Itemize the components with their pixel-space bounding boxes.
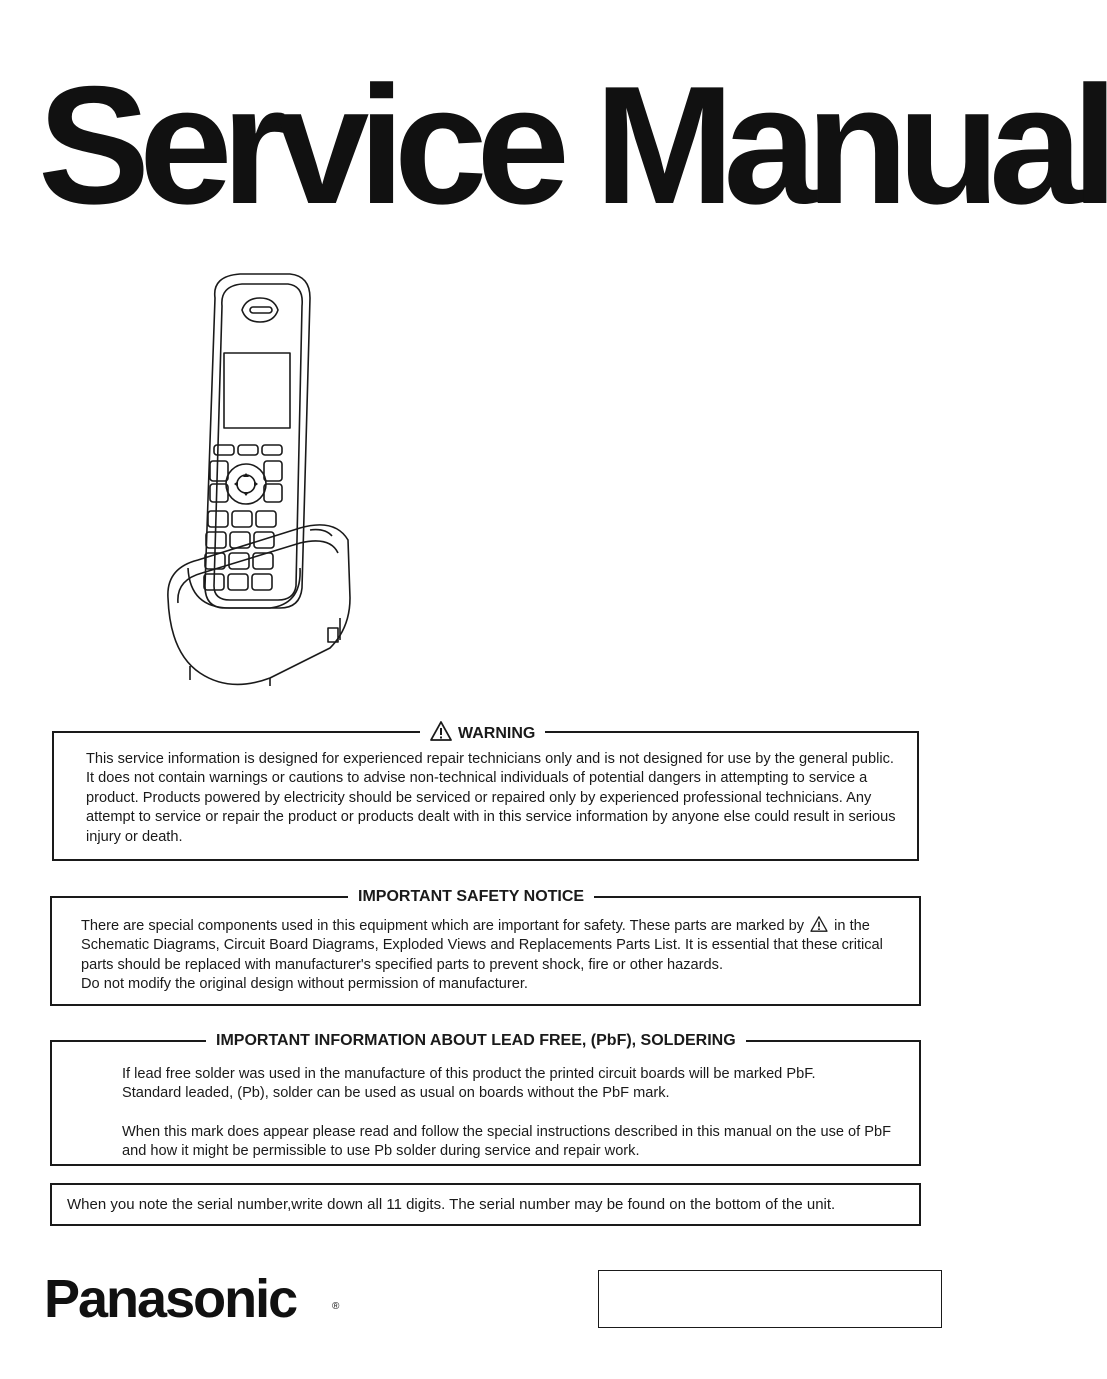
serial-note-text: When you note the serial number,write down all 11 digits. The serial number may be found on the bottom of the unit. xyxy=(67,1196,836,1213)
page-title: Service Manual xyxy=(38,51,1107,239)
lead-free-line-2: Standard leaded, (Pb), solder can be used as usual on boards without the PbF mark. xyxy=(122,1085,670,1102)
warning-paragraph: This service information is designed for experienced repair technicians only and is not designed for use by the general public. It does not contain warnings or cautions to advise non-technical individuals of potential dangers in attempting to service a product. Products powered by electricity should be serviced or repaired only by experienced professional technicians. Any attempt to service or repair the product or products dealt with in this service information by anyone else could result in serious injury or death. xyxy=(86,751,896,845)
warning-heading-label: WARNING xyxy=(458,725,536,742)
safety-mark-icon xyxy=(810,916,828,932)
safety-notice-last-line: Do not modify the original design without permission of manufacturer. xyxy=(81,976,528,993)
lead-free-line-1: If lead free solder was used in the manufacture of this product the printed circuit boards will be marked PbF. xyxy=(122,1066,816,1082)
lead-free-text xyxy=(122,1065,902,1162)
safety-notice-text xyxy=(81,916,901,995)
warning-text xyxy=(86,750,906,847)
cordless-phone-illustration xyxy=(150,268,370,693)
warning-heading xyxy=(420,721,545,744)
brand-name: Panasonic xyxy=(44,1269,297,1329)
safety-notice-text-a: There are special components used in this equipment which are important for safety. These parts are marked by xyxy=(81,918,805,934)
warning-triangle-icon xyxy=(430,721,452,741)
lead-free-heading: IMPORTANT INFORMATION ABOUT LEAD FREE, (PbF), SOLDERING xyxy=(206,1031,746,1051)
safety-notice-text-b: in the Schematic Diagrams, Circuit Board Diagrams, Exploded Views and Replacements Parts List. It is essential that these critical parts should be replaced with manufacturer's specified parts to prevent shock, fire or other hazards. xyxy=(81,918,883,973)
safety-notice-paragraph xyxy=(81,916,901,975)
order-number-box xyxy=(598,1270,942,1328)
brand-logo xyxy=(44,1268,340,1330)
registered-mark: ® xyxy=(332,1301,340,1312)
lead-free-paragraph-2: When this mark does appear please read and follow the special instructions described in this manual on the use of PbF and how it might be permissible to use Pb solder during service and repair work. xyxy=(122,1123,892,1160)
safety-notice-heading: IMPORTANT SAFETY NOTICE xyxy=(348,887,594,907)
